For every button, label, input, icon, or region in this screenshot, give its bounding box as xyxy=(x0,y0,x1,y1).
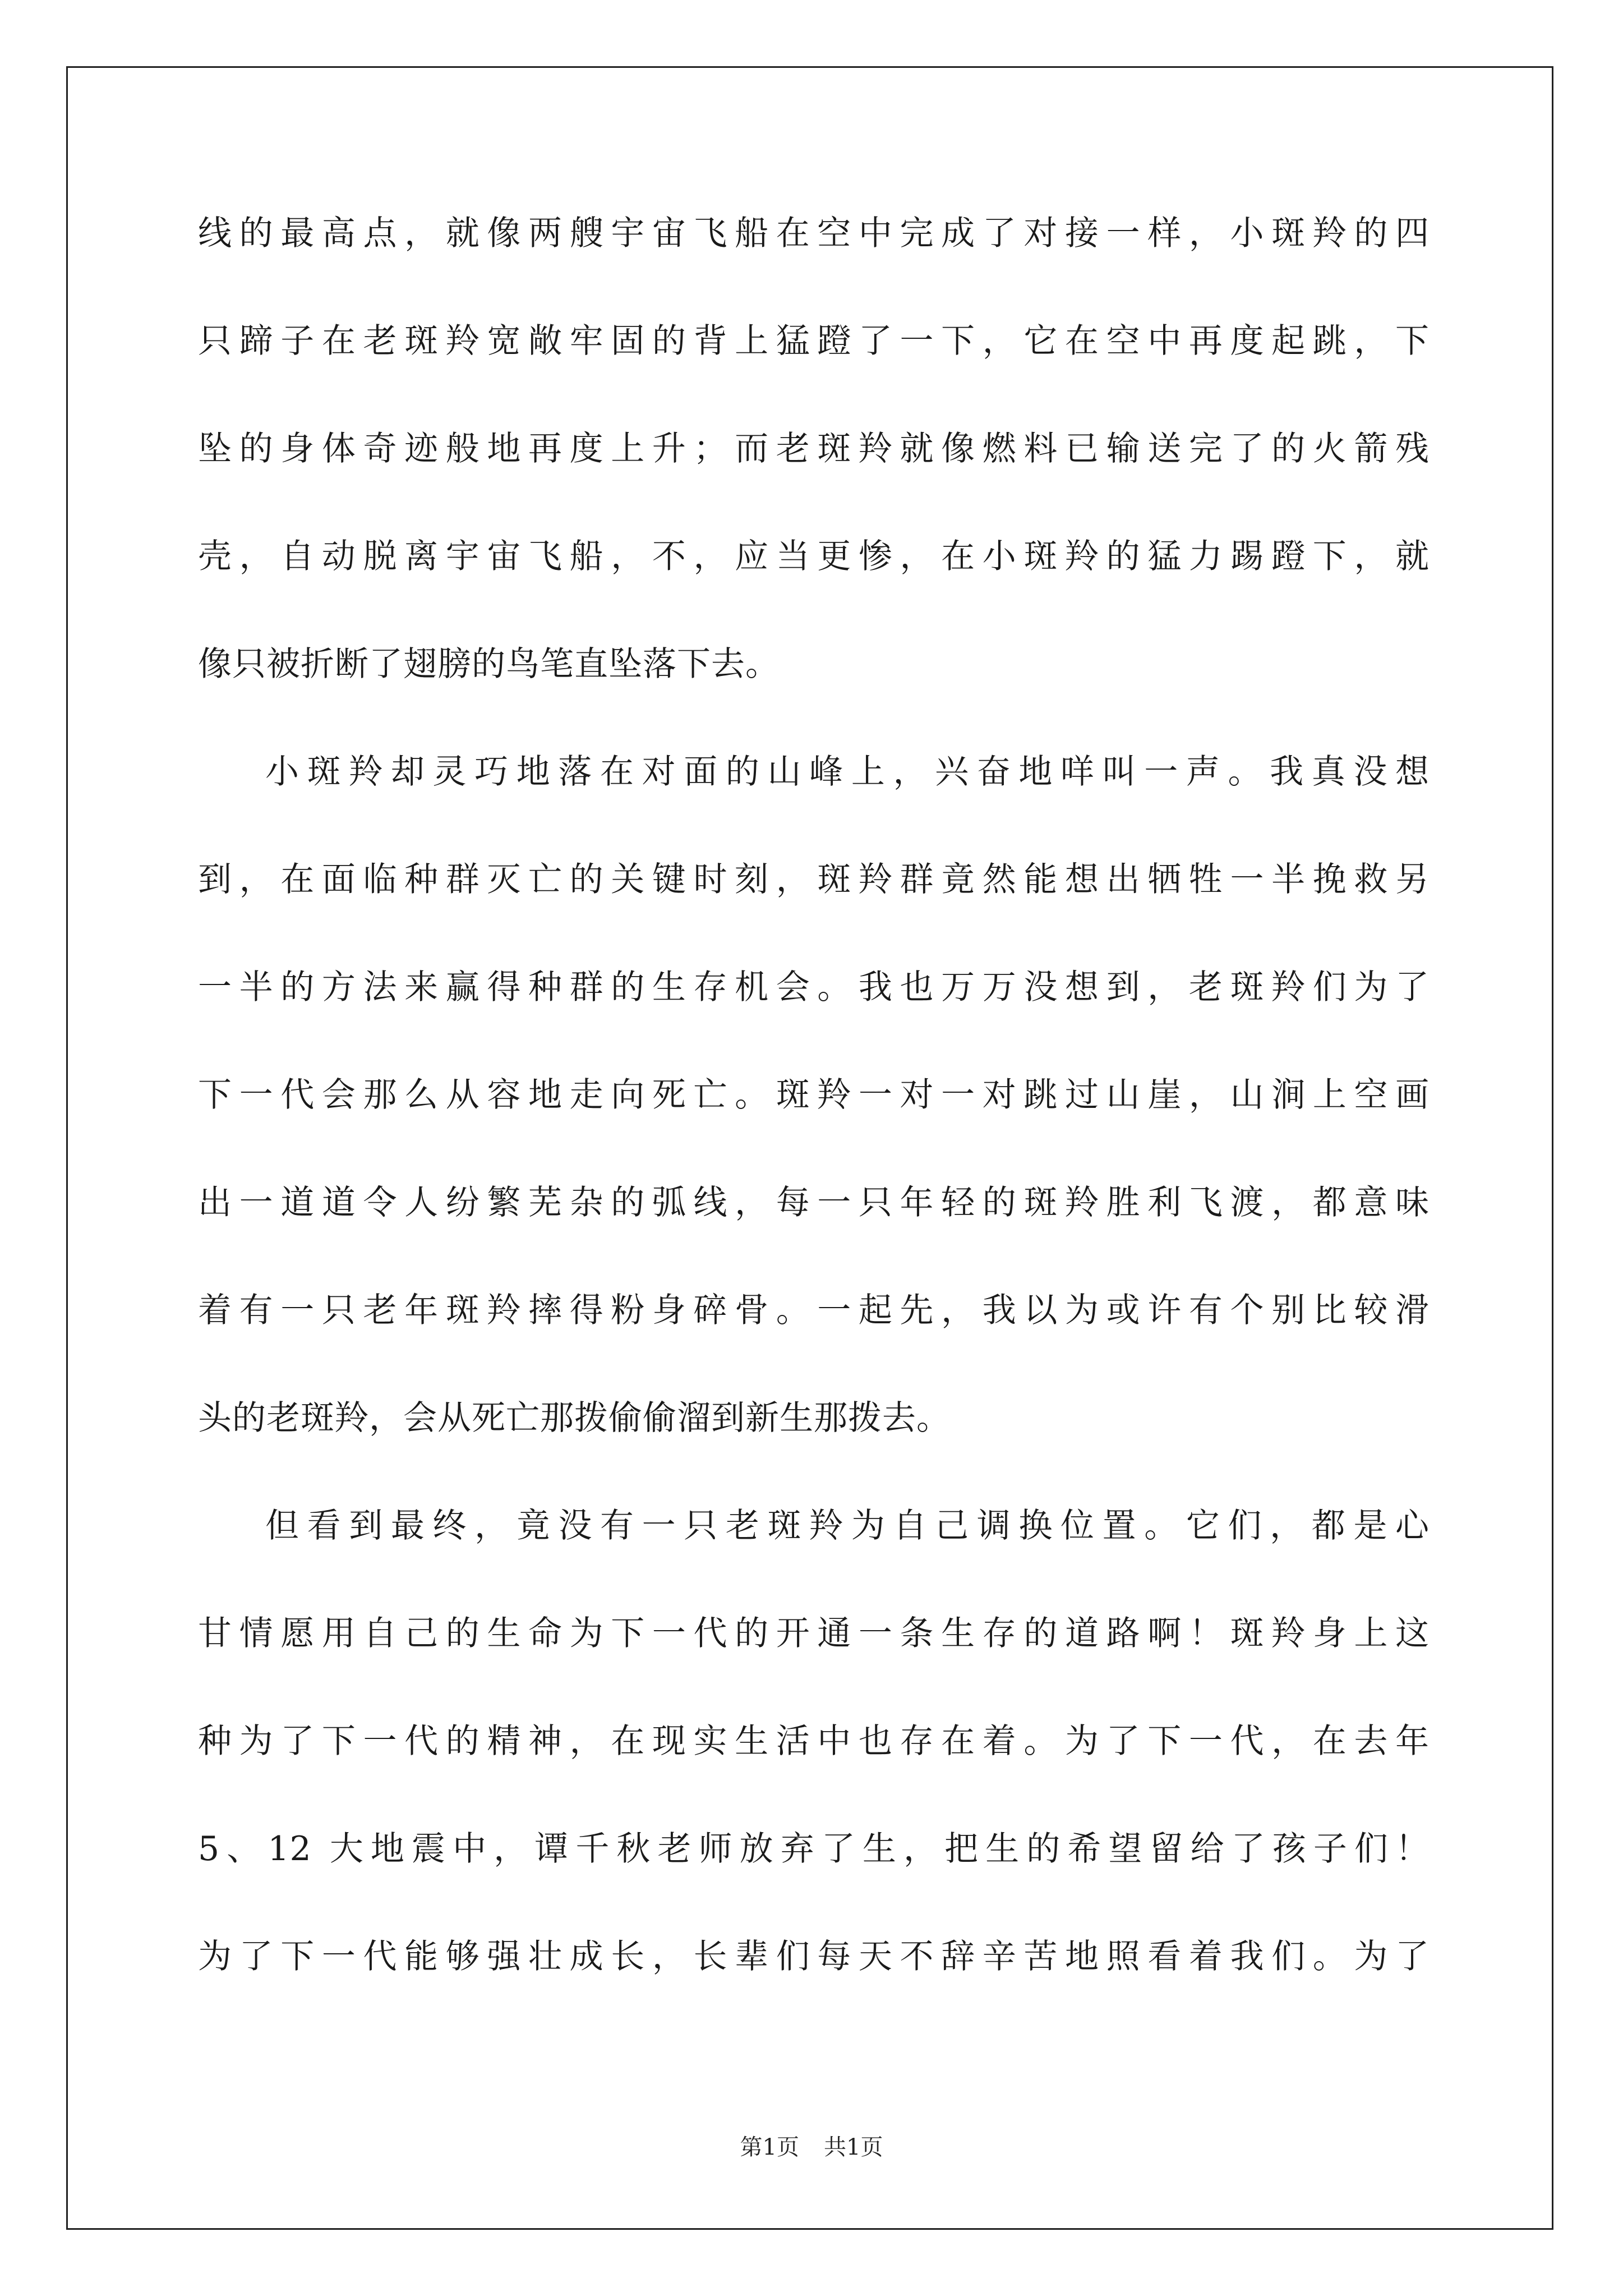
paragraph-1 xyxy=(198,180,1430,718)
text-line: 到，在面临种群灭亡的关键时刻，斑羚群竟然能想出牺牲一半挽救另 xyxy=(198,860,1430,899)
text-line: 但看到最终，竟没有一只老斑羚为自己调换位置。它们，都是心 xyxy=(265,1506,1430,1545)
text-line: 为了下一代能够强壮成长，长辈们每天不辞辛苦地照看着我们。为了 xyxy=(198,1937,1430,1976)
text-line: 只蹄子在老斑羚宽敞牢固的背上猛蹬了一下，它在空中再度起跳，下 xyxy=(198,321,1430,361)
text-line: 小斑羚却灵巧地落在对面的山峰上，兴奋地咩叫一声。我真没想 xyxy=(265,752,1430,792)
text-line: 种为了下一代的精神，在现实生活中也存在着。为了下一代，在去年 xyxy=(198,1722,1430,1761)
text-line: 坠的身体奇迹般地再度上升；而老斑羚就像燃料已输送完了的火箭残 xyxy=(198,429,1430,468)
page-total: 共1页 xyxy=(824,2134,883,2160)
page-number: 第1页 xyxy=(740,2134,799,2160)
text-line: 着有一只老年斑羚摔得粉身碎骨。一起先，我以为或许有个别比较滑 xyxy=(198,1291,1430,1330)
text-line: 头的老斑羚，会从死亡那拨偷偷溜到新生那拨去。 xyxy=(198,1398,951,1438)
text-line: 像只被折断了翅膀的鸟笔直坠落下去。 xyxy=(198,645,780,684)
document-body xyxy=(198,180,1430,2010)
paragraph-3 xyxy=(198,1472,1430,2010)
text-line: 一半的方法来赢得种群的生存机会。我也万万没想到，老斑羚们为了 xyxy=(198,968,1430,1007)
text-line: 下一代会那么从容地走向死亡。斑羚一对一对跳过山崖，山涧上空画 xyxy=(198,1075,1430,1115)
text-line: 壳，自动脱离宇宙飞船，不，应当更惨，在小斑羚的猛力踢蹬下，就 xyxy=(198,537,1430,576)
page-footer xyxy=(0,2129,1623,2161)
text-line: 出一道道令人纷繁芜杂的弧线，每一只年轻的斑羚胜利飞渡，都意味 xyxy=(198,1183,1430,1222)
paragraph-2 xyxy=(198,718,1430,1472)
text-line: 5、12 大地震中，谭千秋老师放弃了生，把生的希望留给了孩子们！ xyxy=(198,1829,1430,1869)
text-line: 线的最高点，就像两艘宇宙飞船在空中完成了对接一样，小斑羚的四 xyxy=(198,214,1430,253)
text-line: 甘情愿用自己的生命为下一代的开通一条生存的道路啊！斑羚身上这 xyxy=(198,1614,1430,1653)
